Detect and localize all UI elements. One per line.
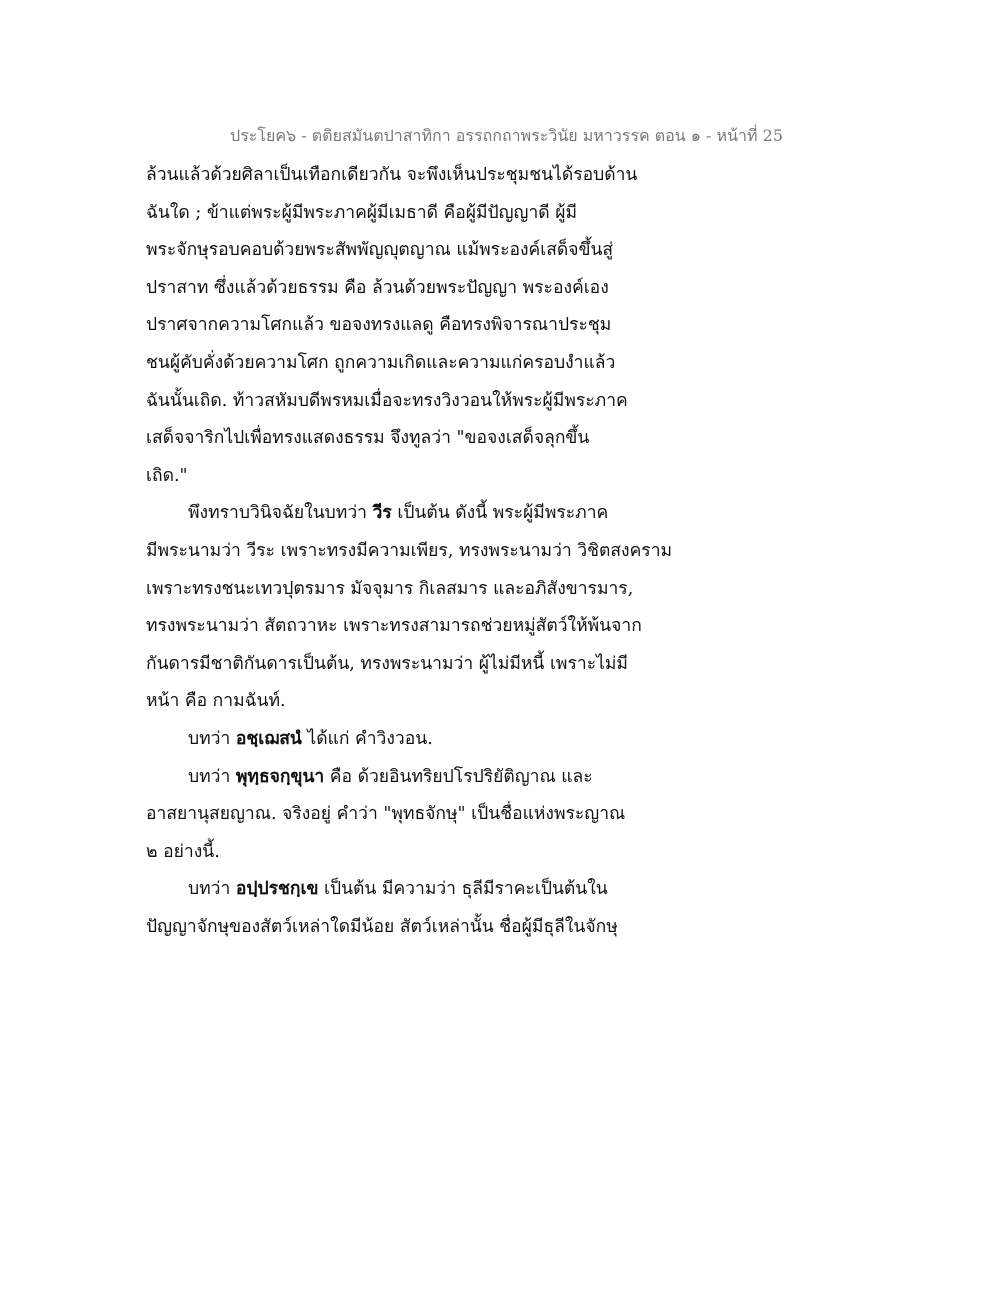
text-line — [146, 796, 746, 834]
text-line — [146, 683, 746, 721]
text-segment: หน้า คือ กามฉันท์. — [146, 691, 286, 712]
text-segment: ปัญญาจักษุของสัตว์เหล่าใดมีน้อย สัตว์เหล่านั้น ชื่อผู้มีธุลีในจักษุ — [146, 916, 618, 937]
text-segment: เถิด." — [146, 465, 188, 486]
text-segment: อาสยานุสยญาณ. จริงอยู่ คำว่า "พุทธจักษุ" เป็นชื่อแห่งพระญาณ — [146, 804, 626, 825]
text-line — [146, 458, 746, 496]
text-segment: บทว่า — [188, 879, 236, 900]
text-segment: ฉันใด ; ข้าแต่พระผู้มีพระภาคผู้มีเมธาดี คือผู้มีปัญญาดี ผู้มี — [146, 202, 577, 223]
text-segment: กันดารมีชาติกันดารเป็นต้น, ทรงพระนามว่า ผู้ไม่มีหนี้ เพราะไม่มี — [146, 653, 628, 674]
text-line — [146, 834, 746, 872]
text-line — [146, 571, 746, 609]
text-segment: ชนผู้คับคั่งด้วยความโศก ถูกความเกิดและความแก่ครอบงำแล้ว — [146, 352, 616, 373]
text-segment: คือ ด้วยอินทริยปโรปริยัติญาณ และ — [324, 766, 593, 787]
text-line — [146, 495, 746, 533]
text-line — [146, 270, 746, 308]
text-segment: เป็นต้น มีความว่า ธุลีมีราคะเป็นต้นใน — [318, 879, 608, 900]
text-line — [146, 608, 746, 646]
text-segment: ปราศจากความโศกแล้ว ขอจงทรงแลดู คือทรงพิจารณาประชุม — [146, 315, 612, 336]
text-segment: เป็นต้น ดังนี้ พระผู้มีพระภาค — [391, 503, 609, 524]
text-line — [146, 345, 746, 383]
term-bold: พุทฺธจกฺขุนา — [235, 766, 325, 787]
text-segment: เพราะทรงชนะเทวปุตรมาร มัจจุมาร กิเลสมาร และอภิสังขารมาร, — [146, 578, 634, 599]
text-segment: มีพระนามว่า วีระ เพราะทรงมีความเพียร, ทรงพระนามว่า วิชิตสงคราม — [146, 540, 673, 561]
text-segment: บทว่า — [188, 728, 236, 749]
text-segment: บทว่า — [188, 766, 236, 787]
text-line — [146, 195, 746, 233]
term-bold: อชฺเฌสนํ — [235, 728, 302, 749]
text-line — [146, 232, 746, 270]
text-line — [146, 420, 746, 458]
text-segment: ทรงพระนามว่า สัตถวาหะ เพราะทรงสามารถช่วยหมู่สัตว์ให้พ้นจาก — [146, 616, 642, 637]
text-segment: ปราสาท ซึ่งแล้วด้วยธรรม คือ ล้วนด้วยพระปัญญา พระองค์เอง — [146, 277, 609, 298]
text-segment: พึงทราบวินิจฉัยในบทว่า — [188, 503, 373, 524]
text-line — [146, 871, 746, 909]
text-segment: ได้แก่ คำวิงวอน. — [301, 728, 433, 749]
text-line — [146, 383, 746, 421]
text-line — [146, 307, 746, 345]
body-text — [146, 157, 746, 946]
term-bold: วีร — [372, 503, 392, 524]
text-segment: ฉันนั้นเถิด. ท้าวสหัมบดีพรหมเมื่อจะทรงวิงวอนให้พระผู้มีพระภาค — [146, 390, 628, 411]
text-line — [146, 157, 746, 195]
text-segment: ๒ อย่างนี้. — [146, 841, 220, 862]
text-line — [146, 721, 746, 759]
text-line — [146, 759, 746, 797]
text-line — [146, 909, 746, 947]
text-line — [146, 646, 746, 684]
text-segment: ล้วนแล้วด้วยศิลาเป็นเทือกเดียวกัน จะพึงเห็นประชุมชนได้รอบด้าน — [146, 165, 638, 185]
text-line — [146, 533, 746, 571]
text-segment: พระจักษุรอบคอบด้วยพระสัพพัญญุตญาณ แม้พระองค์เสด็จขึ้นสู่ — [146, 240, 614, 261]
term-bold: อปฺปรชกฺเข — [235, 879, 319, 900]
running-header: ประโยค๖ - ตติยสมันตปาสาทิกา อรรถกถาพระวินัย มหาวรรค ตอน ๑ - หน้าที่ 25 — [230, 126, 783, 145]
text-segment: เสด็จจาริกไปเพื่อทรงแสดงธรรม จึงทูลว่า "ขอจงเสด็จลุกขึ้น — [146, 428, 590, 449]
